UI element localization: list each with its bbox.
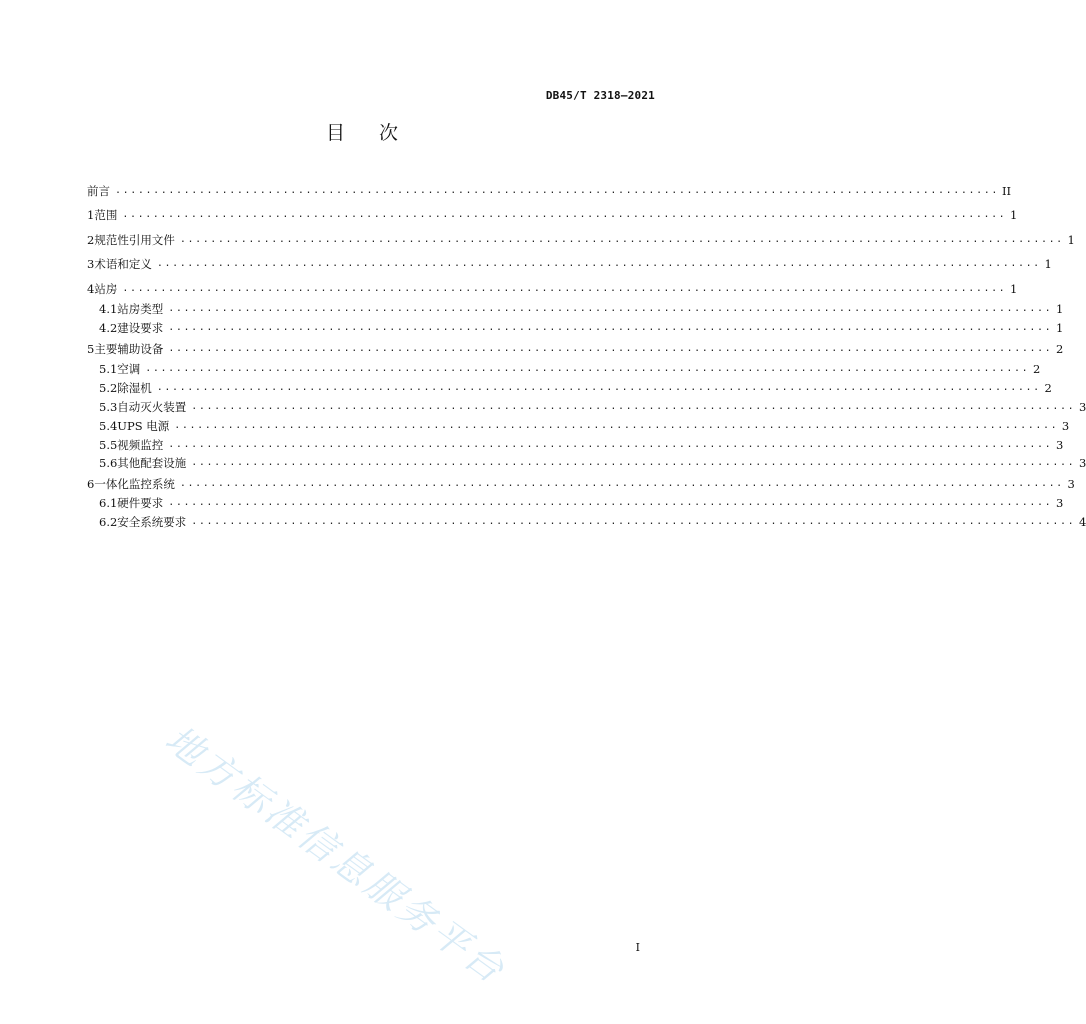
- toc-entry-number: 6.1: [99, 496, 118, 510]
- toc-entry-page: 2: [1032, 362, 1041, 376]
- toc-entry[interactable]: [87, 206, 1018, 224]
- toc-entry[interactable]: [99, 379, 1052, 397]
- toc-leader-dots: ....................................................................................................................: [115, 185, 999, 196]
- toc-entry-number: 1: [87, 208, 95, 222]
- toc-leader-dots: ....................................................................................................................: [191, 401, 1076, 412]
- toc-leader-dots: ....................................................................................................................: [168, 303, 1053, 314]
- toc-entry-page: II: [1001, 184, 1012, 198]
- toc-entry-label: UPS 电源: [117, 419, 170, 433]
- toc-entry-page: 3: [1078, 400, 1086, 414]
- toc-entry-label: 空调: [117, 362, 141, 376]
- toc-entry-page: 4: [1078, 515, 1086, 529]
- toc-entry[interactable]: [99, 319, 1064, 337]
- toc-entry-number: 5.4: [99, 419, 118, 433]
- toc-leader-dots: ....................................................................................................................: [168, 322, 1053, 333]
- toc-entry-number: 5.2: [99, 381, 118, 395]
- toc-leader-dots: ....................................................................................................................: [122, 209, 1007, 220]
- toc-entry[interactable]: [99, 513, 1086, 531]
- toc-entry-page: 1: [1009, 208, 1018, 222]
- toc-entry-label: 站房: [94, 282, 118, 296]
- toc-entry-page: 1: [1009, 282, 1018, 296]
- toc-entry-number: 6: [87, 477, 95, 491]
- toc-entry-page: 2: [1044, 381, 1052, 395]
- toc-leader-dots: ....................................................................................................................: [168, 343, 1053, 354]
- toc-leader-dots: ....................................................................................................................: [168, 497, 1053, 508]
- toc-entry-label: 建设要求: [117, 321, 164, 335]
- toc-entry-label: 前言: [87, 184, 110, 198]
- toc-entry-label: 视频监控: [117, 438, 164, 452]
- watermark: 地方标准信息服务平台: [157, 717, 515, 994]
- toc-entry[interactable]: [99, 454, 1086, 472]
- toc-entry-label: 范围: [94, 208, 118, 222]
- toc-entry-page: 2: [1055, 342, 1064, 356]
- toc-entry-label: 主要辅助设备: [94, 342, 164, 356]
- toc-leader-dots: ....................................................................................................................: [156, 382, 1041, 393]
- toc-entry[interactable]: [87, 182, 1012, 200]
- toc-entry[interactable]: [87, 280, 1018, 298]
- toc-entry-page: 3: [1061, 419, 1070, 433]
- toc-entry-number: 2: [87, 233, 95, 247]
- toc-entry-page: 3: [1055, 438, 1064, 452]
- document-code: DB45/T 2318—2021: [545, 89, 655, 102]
- toc-entry-label: 硬件要求: [117, 496, 164, 510]
- toc-entry-label: 自动灭火装置: [117, 400, 187, 414]
- toc-leader-dots: ....................................................................................................................: [122, 283, 1007, 294]
- toc-entry-number: 5.3: [99, 400, 118, 414]
- toc-leader-dots: ....................................................................................................................: [174, 420, 1059, 431]
- toc-entry-number: 6.2: [99, 515, 118, 529]
- page-number: I: [635, 941, 640, 954]
- toc-entry-label: 规范性引用文件: [94, 233, 175, 247]
- toc-entry-page: 1: [1067, 233, 1075, 247]
- toc-entry-label: 安全系统要求: [117, 515, 187, 529]
- toc-entry[interactable]: [87, 475, 1075, 493]
- toc-entry-label: 术语和定义: [94, 257, 152, 271]
- toc-entry-number: 5: [87, 342, 95, 356]
- toc-leader-dots: ....................................................................................................................: [191, 457, 1076, 468]
- toc-entry[interactable]: [87, 255, 1052, 273]
- toc-entry-page: 3: [1067, 477, 1075, 491]
- toc-entry[interactable]: [87, 231, 1075, 249]
- toc-entry-label: 除湿机: [117, 381, 152, 395]
- toc-entry-number: 4.1: [99, 302, 118, 316]
- toc-leader-dots: ....................................................................................................................: [179, 234, 1064, 245]
- toc-leader-dots: ....................................................................................................................: [191, 516, 1076, 527]
- toc-entry-number: 4: [87, 282, 95, 296]
- toc-entry-page: 3: [1055, 496, 1064, 510]
- toc-leader-dots: ....................................................................................................................: [168, 439, 1053, 450]
- toc-entry[interactable]: [99, 436, 1064, 454]
- toc-entry[interactable]: [87, 340, 1064, 358]
- toc-entry-label: 一体化监控系统: [94, 477, 175, 491]
- toc-entry-page: 3: [1078, 456, 1086, 470]
- toc-entry[interactable]: [99, 417, 1070, 435]
- toc-title: 目次: [325, 122, 432, 144]
- toc-entry-number: 3: [87, 257, 95, 271]
- toc-entry-number: 5.5: [99, 438, 118, 452]
- toc-leader-dots: ....................................................................................................................: [145, 363, 1030, 374]
- toc-entry-page: 1: [1044, 257, 1052, 271]
- toc-entry-label: 其他配套设施: [117, 456, 187, 470]
- toc-entry[interactable]: [99, 398, 1086, 416]
- toc-entry[interactable]: [99, 300, 1064, 318]
- toc-entry-number: 4.2: [99, 321, 118, 335]
- toc-entry-page: 1: [1055, 321, 1064, 335]
- toc-entry-number: 5.6: [99, 456, 118, 470]
- toc-leader-dots: ....................................................................................................................: [156, 258, 1041, 269]
- toc-leader-dots: ....................................................................................................................: [179, 478, 1064, 489]
- toc-entry-page: 1: [1055, 302, 1064, 316]
- toc-entry-label: 站房类型: [117, 302, 164, 316]
- toc-entry-number: 5.1: [99, 362, 118, 376]
- toc-entry[interactable]: [99, 494, 1064, 512]
- toc-entry[interactable]: [99, 360, 1041, 378]
